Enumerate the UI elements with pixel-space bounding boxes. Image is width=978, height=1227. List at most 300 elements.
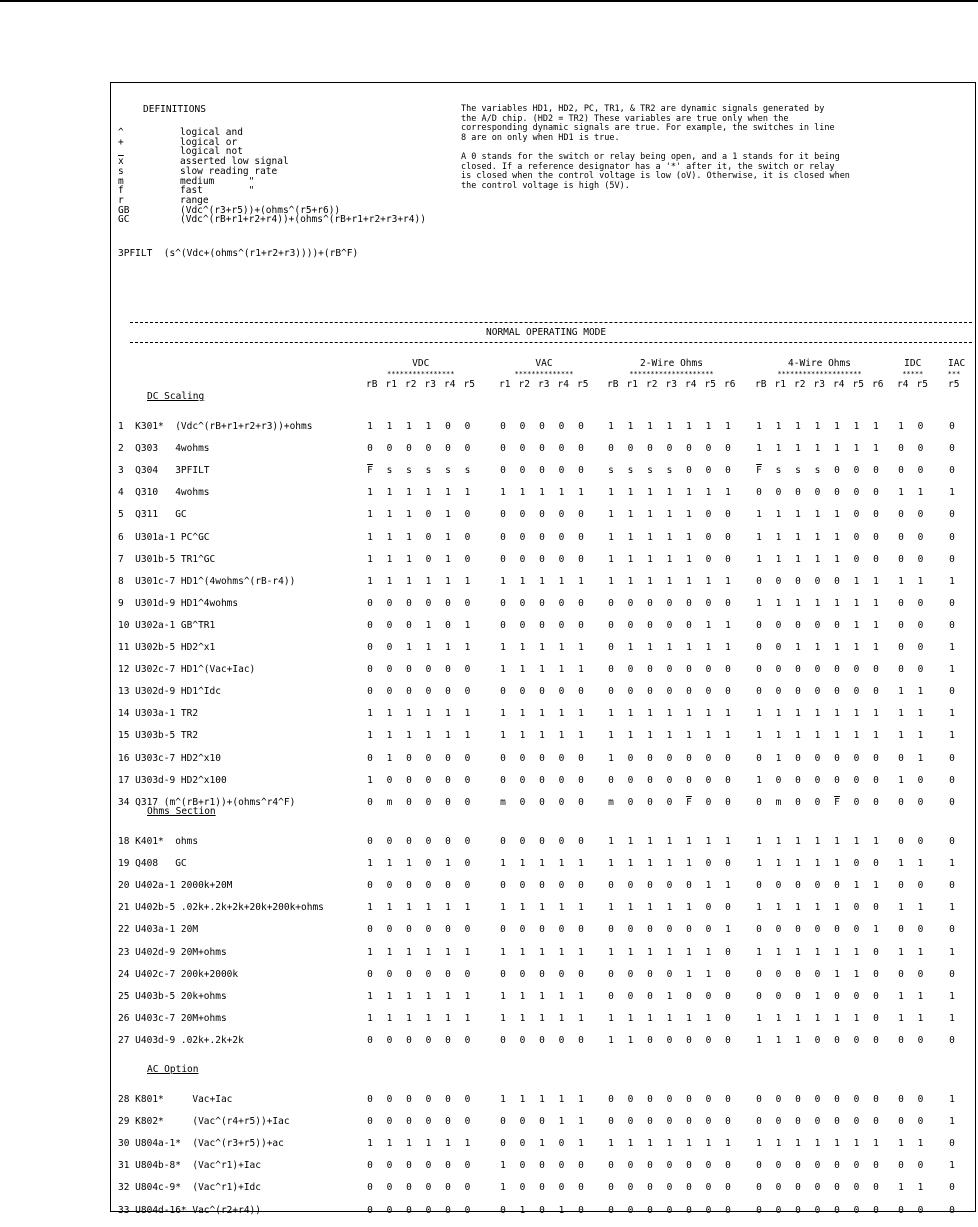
table-cell: 1: [949, 946, 955, 958]
table-cell: 1: [705, 619, 712, 631]
table-cell: 0: [686, 1094, 692, 1105]
table-cell: 0: [425, 752, 432, 764]
table-cell: 0: [386, 880, 393, 892]
column-header: r6: [872, 379, 884, 390]
table-cell: 0: [898, 553, 904, 565]
table-cell: 0: [814, 796, 821, 808]
table-cell: 1: [873, 597, 879, 609]
table-cell: 0: [500, 465, 506, 477]
table-cell: 0: [873, 774, 879, 786]
table-cell: 1: [519, 946, 526, 958]
table-cell: 0: [386, 924, 393, 936]
table-cell: 1: [425, 421, 432, 432]
table-cell: 1: [539, 664, 545, 676]
table-cell: 0: [425, 1094, 432, 1105]
table-cell: 1: [539, 990, 545, 1002]
table-cell: 0: [898, 924, 904, 936]
table-cell: 0: [686, 990, 692, 1002]
table-cell: 0: [386, 443, 393, 455]
table-cell: 0: [647, 924, 653, 936]
table-cell: 1: [898, 990, 904, 1002]
table-cell: 0: [406, 968, 412, 980]
table-cell: 1: [519, 1094, 526, 1105]
table-cell: 0: [647, 968, 653, 980]
table-cell: 0: [578, 774, 584, 786]
table-cell: 1: [627, 836, 634, 847]
table-cell: 1: [406, 946, 412, 958]
note-line: The variables HD1, HD2, PC, TR1, & TR2 are dynamic signals generated by: [461, 104, 825, 114]
table-cell: 0: [425, 796, 432, 808]
table-cell: 0: [873, 531, 879, 543]
table-cell: 0: [834, 686, 840, 698]
table-cell: 1: [898, 774, 904, 786]
table-cell: 0: [578, 619, 584, 631]
table-row-label: 3 Q304 3PFILT: [118, 465, 210, 477]
table-cell: 0: [795, 990, 801, 1002]
column-header: r2: [518, 379, 530, 390]
table-cell: 0: [705, 796, 712, 808]
table-cell: 0: [558, 553, 565, 565]
table-cell: 1: [367, 990, 373, 1002]
table-cell: 1: [539, 1138, 545, 1150]
table-cell: 1: [686, 421, 692, 432]
table-cell: 0: [627, 1160, 634, 1172]
table-cell: 0: [425, 858, 432, 870]
table-cell: 0: [500, 924, 506, 936]
table-cell: 1: [686, 531, 692, 543]
table-cell: 0: [898, 443, 904, 455]
table-cell: 0: [425, 686, 432, 698]
column-header: r5: [852, 379, 864, 390]
table-cell: 0: [500, 968, 506, 980]
table-cell: 0: [464, 774, 471, 786]
table-cell: 1: [425, 642, 432, 653]
table-cell: 0: [425, 443, 432, 455]
table-cell: 0: [873, 752, 879, 764]
table-cell: 0: [666, 968, 673, 980]
table-cell: 0: [367, 968, 373, 980]
table-cell: 0: [949, 686, 955, 698]
note-line: the A/D chip. (HD2 = TR2) These variables are true only when the: [461, 113, 789, 124]
table-cell: 1: [386, 1012, 393, 1024]
table-cell: 1: [917, 708, 924, 720]
table-row-label: 28 K801* Vac+Iac: [118, 1094, 233, 1105]
table-cell: 1: [519, 858, 526, 870]
column-header: rB: [755, 379, 767, 390]
table-cell: 0: [627, 880, 634, 892]
column-group-name: IAC: [948, 358, 966, 369]
table-cell: 0: [834, 575, 840, 587]
table-cell: 0: [917, 968, 924, 980]
table-cell: 0: [539, 421, 545, 432]
table-cell: 1: [834, 708, 840, 720]
table-cell: 0: [627, 1116, 634, 1128]
table-cell: 1: [406, 730, 412, 742]
table-cell: 0: [725, 1094, 731, 1105]
table-cell: 0: [539, 686, 545, 698]
table-cell: 1: [705, 968, 712, 980]
table-cell: 1: [775, 1034, 782, 1046]
table-cell: 1: [647, 946, 653, 958]
table-cell: 1: [949, 575, 955, 587]
table-cell: 0: [686, 1182, 692, 1194]
table-cell: 0: [686, 774, 692, 786]
table-cell: 1: [795, 531, 801, 543]
table-cell: 0: [725, 1160, 731, 1172]
table-cell: 0: [367, 1204, 373, 1216]
table-row-label: 4 Q310 4wohms: [118, 487, 210, 499]
table-cell: 0: [873, 968, 879, 980]
table-cell: 1: [406, 509, 412, 521]
table-cell: 0: [686, 686, 692, 698]
table-cell: 0: [558, 752, 565, 764]
note-line: closed. If a reference designator has a '*' after it, the switch or relay: [461, 161, 835, 172]
table-cell: 0: [705, 1160, 712, 1172]
table-cell: 0: [578, 880, 584, 892]
table-cell: 0: [500, 1138, 506, 1150]
table-cell: 1: [406, 642, 412, 653]
table-cell: 0: [647, 796, 653, 808]
table-cell: 1: [367, 487, 373, 499]
table-cell: 1: [647, 509, 653, 521]
table-cell: 1: [608, 1138, 614, 1150]
table-cell: 0: [873, 796, 879, 808]
table-cell: 1: [686, 509, 692, 521]
table-cell: 0: [666, 924, 673, 936]
table-cell: 0: [705, 465, 712, 477]
table-cell: 1: [756, 597, 762, 609]
table-cell: 1: [756, 774, 762, 786]
table-row-label: 29 K802* (Vac^(r4+r5))+Iac: [118, 1116, 290, 1128]
table-cell: 0: [558, 686, 565, 698]
table-cell: 0: [464, 1034, 471, 1046]
table-cell: 0: [795, 686, 801, 698]
table-cell: 0: [406, 443, 412, 455]
table-cell: 0: [725, 531, 731, 543]
table-cell: 0: [949, 465, 955, 477]
table-cell: 0: [756, 575, 762, 587]
table-cell: 0: [705, 597, 712, 609]
table-cell: 1: [666, 990, 673, 1002]
table-cell: s: [647, 465, 653, 477]
table-cell: 1: [686, 1012, 692, 1024]
table-cell: 1: [949, 1012, 955, 1024]
table-cell: 0: [917, 774, 924, 786]
table-cell: $\overline{F}$: [756, 465, 762, 477]
table-cell: 1: [445, 1138, 451, 1150]
table-cell: 0: [539, 465, 545, 477]
table-cell: 0: [725, 509, 731, 521]
table-cell: 1: [725, 619, 731, 631]
table-cell: 0: [814, 1116, 821, 1128]
note-line: is closed when the control voltage is low (oV). Otherwise, it is closed when: [461, 171, 850, 182]
table-cell: 0: [898, 531, 904, 543]
table-row-label: 10 U302a-1 GB^TR1: [118, 619, 216, 631]
table-cell: 1: [500, 1182, 506, 1194]
table-cell: 1: [834, 858, 840, 870]
table-cell: 1: [775, 708, 782, 720]
table-cell: 0: [519, 509, 526, 521]
definition-symbol: ^: [118, 127, 124, 138]
table-cell: 1: [627, 858, 634, 870]
table-cell: 0: [949, 924, 955, 936]
table-cell: 0: [834, 880, 840, 892]
table-cell: 0: [578, 597, 584, 609]
definition-symbol: +: [118, 136, 124, 148]
table-cell: 0: [705, 664, 712, 676]
table-cell: 0: [647, 1182, 653, 1194]
table-cell: 0: [627, 990, 634, 1002]
table-cell: 1: [834, 421, 840, 432]
table-cell: 0: [627, 686, 634, 698]
table-cell: 1: [608, 902, 614, 914]
table-cell: 0: [425, 774, 432, 786]
table-cell: 1: [627, 946, 634, 958]
table-cell: 0: [873, 1116, 879, 1128]
table-cell: 1: [917, 902, 924, 914]
table-cell: 0: [917, 1116, 924, 1128]
table-cell: 0: [406, 1116, 412, 1128]
table-cell: 1: [608, 487, 614, 499]
table-cell: 0: [814, 1094, 821, 1105]
table-cell: 0: [756, 619, 762, 631]
table-cell: 0: [445, 597, 451, 609]
section-title: AC Option: [147, 1064, 199, 1075]
table-cell: 1: [558, 575, 565, 587]
table-cell: 0: [627, 597, 634, 609]
table-cell: 1: [756, 553, 762, 565]
table-cell: 0: [500, 421, 506, 432]
table-cell: 1: [647, 642, 653, 653]
table-cell: 1: [834, 730, 840, 742]
table-cell: s: [814, 465, 821, 477]
table-cell: 0: [519, 686, 526, 698]
table-cell: 0: [608, 968, 614, 980]
table-cell: 1: [756, 443, 762, 455]
table-cell: 0: [445, 774, 451, 786]
table-cell: 0: [539, 796, 545, 808]
definition-text: slow reading rate: [180, 165, 278, 177]
table-cell: 1: [425, 946, 432, 958]
table-cell: 1: [775, 946, 782, 958]
table-cell: 1: [873, 421, 879, 432]
table-cell: 0: [367, 880, 373, 892]
table-cell: 0: [917, 531, 924, 543]
table-cell: 1: [558, 946, 565, 958]
table-cell: 1: [949, 902, 955, 914]
table-cell: 1: [834, 443, 840, 455]
table-cell: 0: [367, 686, 373, 698]
table-cell: 1: [539, 902, 545, 914]
table-cell: 0: [464, 796, 471, 808]
table-cell: 0: [917, 642, 924, 653]
table-cell: 1: [795, 858, 801, 870]
table-cell: 0: [725, 858, 731, 870]
table-cell: 1: [464, 1138, 471, 1150]
table-cell: 1: [500, 575, 506, 587]
table-cell: 1: [898, 730, 904, 742]
table-cell: 1: [834, 902, 840, 914]
table-cell: 0: [464, 421, 471, 432]
table-cell: 1: [898, 858, 904, 870]
table-cell: 0: [445, 443, 451, 455]
table-cell: 1: [795, 553, 801, 565]
table-cell: 0: [795, 1204, 801, 1216]
table-cell: 0: [425, 880, 432, 892]
table-cell: 0: [367, 1034, 373, 1046]
definition-symbol: GC: [118, 214, 130, 226]
table-cell: 1: [814, 443, 821, 455]
table-cell: 0: [464, 686, 471, 698]
table-cell: 0: [686, 924, 692, 936]
table-cell: 1: [464, 730, 471, 742]
table-cell: 0: [539, 1204, 545, 1216]
table-cell: 0: [445, 421, 451, 432]
table-cell: 0: [500, 686, 506, 698]
table-row-label: 31 U804b-8* (Vac^r1)+Iac: [118, 1160, 261, 1172]
table-cell: 0: [519, 796, 526, 808]
table-cell: 1: [627, 642, 634, 653]
table-cell: 0: [519, 1182, 526, 1194]
table-cell: 0: [725, 902, 731, 914]
table-cell: 0: [558, 836, 565, 847]
table-cell: 0: [519, 465, 526, 477]
table-cell: 1: [853, 443, 860, 455]
table-cell: 0: [647, 1034, 653, 1046]
table-cell: 0: [666, 1034, 673, 1046]
table-cell: 1: [917, 1182, 924, 1194]
table-cell: s: [775, 465, 782, 477]
table-cell: 1: [464, 487, 471, 499]
table-cell: 1: [814, 836, 821, 847]
column-header: rB: [366, 379, 378, 390]
table-cell: 0: [647, 664, 653, 676]
table-cell: 0: [795, 1116, 801, 1128]
table-cell: 0: [949, 619, 955, 631]
column-header: r1: [499, 379, 511, 390]
table-cell: 1: [647, 730, 653, 742]
table-cell: 0: [775, 619, 782, 631]
definition-text: (Vdc^(rB+r1+r2+r4))+(ohms^(rB+r1+r2+r3+r4)): [180, 214, 426, 226]
table-cell: 0: [725, 553, 731, 565]
table-cell: 1: [627, 902, 634, 914]
table-cell: 1: [627, 1138, 634, 1150]
table-row-label: 21 U402b-5 .02k+.2k+2k+20k+200k+ohms: [118, 902, 324, 914]
table-cell: 1: [647, 531, 653, 543]
table-cell: 1: [608, 1034, 614, 1046]
table-cell: 1: [425, 487, 432, 499]
table-row-label: 20 U402a-1 2000k+20M: [118, 880, 233, 892]
table-cell: 1: [775, 421, 782, 432]
table-cell: 0: [445, 619, 451, 631]
table-cell: 1: [795, 421, 801, 432]
table-cell: 1: [500, 664, 506, 676]
table-cell: 1: [386, 421, 393, 432]
definition-text: fast ": [180, 185, 255, 197]
table-cell: 0: [578, 968, 584, 980]
table-cell: 1: [917, 946, 924, 958]
table-cell: 0: [853, 796, 860, 808]
table-cell: 0: [406, 664, 412, 676]
table-cell: 0: [898, 1160, 904, 1172]
table-cell: 1: [666, 421, 673, 432]
table-cell: 0: [558, 774, 565, 786]
table-cell: 1: [775, 858, 782, 870]
column-group-stars: ********************: [777, 370, 862, 378]
table-cell: 1: [756, 708, 762, 720]
table-cell: 1: [898, 487, 904, 499]
table-cell: 0: [464, 1094, 471, 1105]
table-cell: 0: [756, 664, 762, 676]
table-cell: 0: [627, 443, 634, 455]
table-cell: 0: [464, 1116, 471, 1128]
table-cell: 1: [775, 509, 782, 521]
table-cell: 1: [775, 730, 782, 742]
table-cell: 0: [539, 597, 545, 609]
table-cell: 0: [558, 443, 565, 455]
table-cell: 1: [795, 902, 801, 914]
table-cell: 1: [686, 553, 692, 565]
table-cell: 0: [558, 968, 565, 980]
table-cell: 1: [367, 708, 373, 720]
table-cell: 1: [705, 708, 712, 720]
table-cell: 1: [406, 902, 412, 914]
table-cell: 1: [949, 990, 955, 1002]
table-cell: 1: [756, 858, 762, 870]
column-header: r4: [557, 379, 569, 390]
table-cell: 1: [917, 752, 924, 764]
table-row-label: 1 K301* (Vdc^(rB+r1+r2+r3))+ohms: [118, 421, 313, 432]
section-title: Ohms Section: [147, 806, 216, 817]
table-cell: 0: [814, 619, 821, 631]
table-cell: 1: [519, 487, 526, 499]
table-cell: 0: [558, 619, 565, 631]
table-cell: 0: [756, 924, 762, 936]
table-cell: 0: [949, 509, 955, 521]
table-cell: 0: [558, 924, 565, 936]
definition-text: medium ": [180, 175, 255, 187]
table-cell: 0: [898, 1116, 904, 1128]
table-cell: 1: [406, 1012, 412, 1024]
table-cell: 0: [949, 1204, 955, 1216]
column-header: r4: [897, 379, 909, 390]
table-cell: 0: [425, 924, 432, 936]
table-cell: 0: [853, 553, 860, 565]
table-cell: 1: [386, 708, 393, 720]
table-cell: 0: [705, 1034, 712, 1046]
table-cell: 0: [578, 924, 584, 936]
table-cell: 1: [608, 752, 614, 764]
table-cell: 0: [705, 553, 712, 565]
table-cell: 1: [558, 858, 565, 870]
table-cell: 1: [756, 1138, 762, 1150]
table-cell: 1: [666, 575, 673, 587]
table-cell: 0: [814, 487, 821, 499]
table-cell: 0: [666, 1116, 673, 1128]
mode-title: NORMAL OPERATING MODE: [486, 327, 607, 338]
table-cell: 1: [367, 902, 373, 914]
table-cell: 1: [898, 902, 904, 914]
table-cell: 1: [853, 1138, 860, 1150]
table-cell: 1: [705, 487, 712, 499]
table-cell: 1: [775, 531, 782, 543]
definitions-title: DEFINITIONS: [143, 104, 206, 115]
table-cell: 1: [814, 509, 821, 521]
table-cell: 1: [775, 597, 782, 609]
table-cell: 0: [795, 1160, 801, 1172]
table-cell: 0: [814, 1034, 821, 1046]
table-cell: 0: [873, 1160, 879, 1172]
